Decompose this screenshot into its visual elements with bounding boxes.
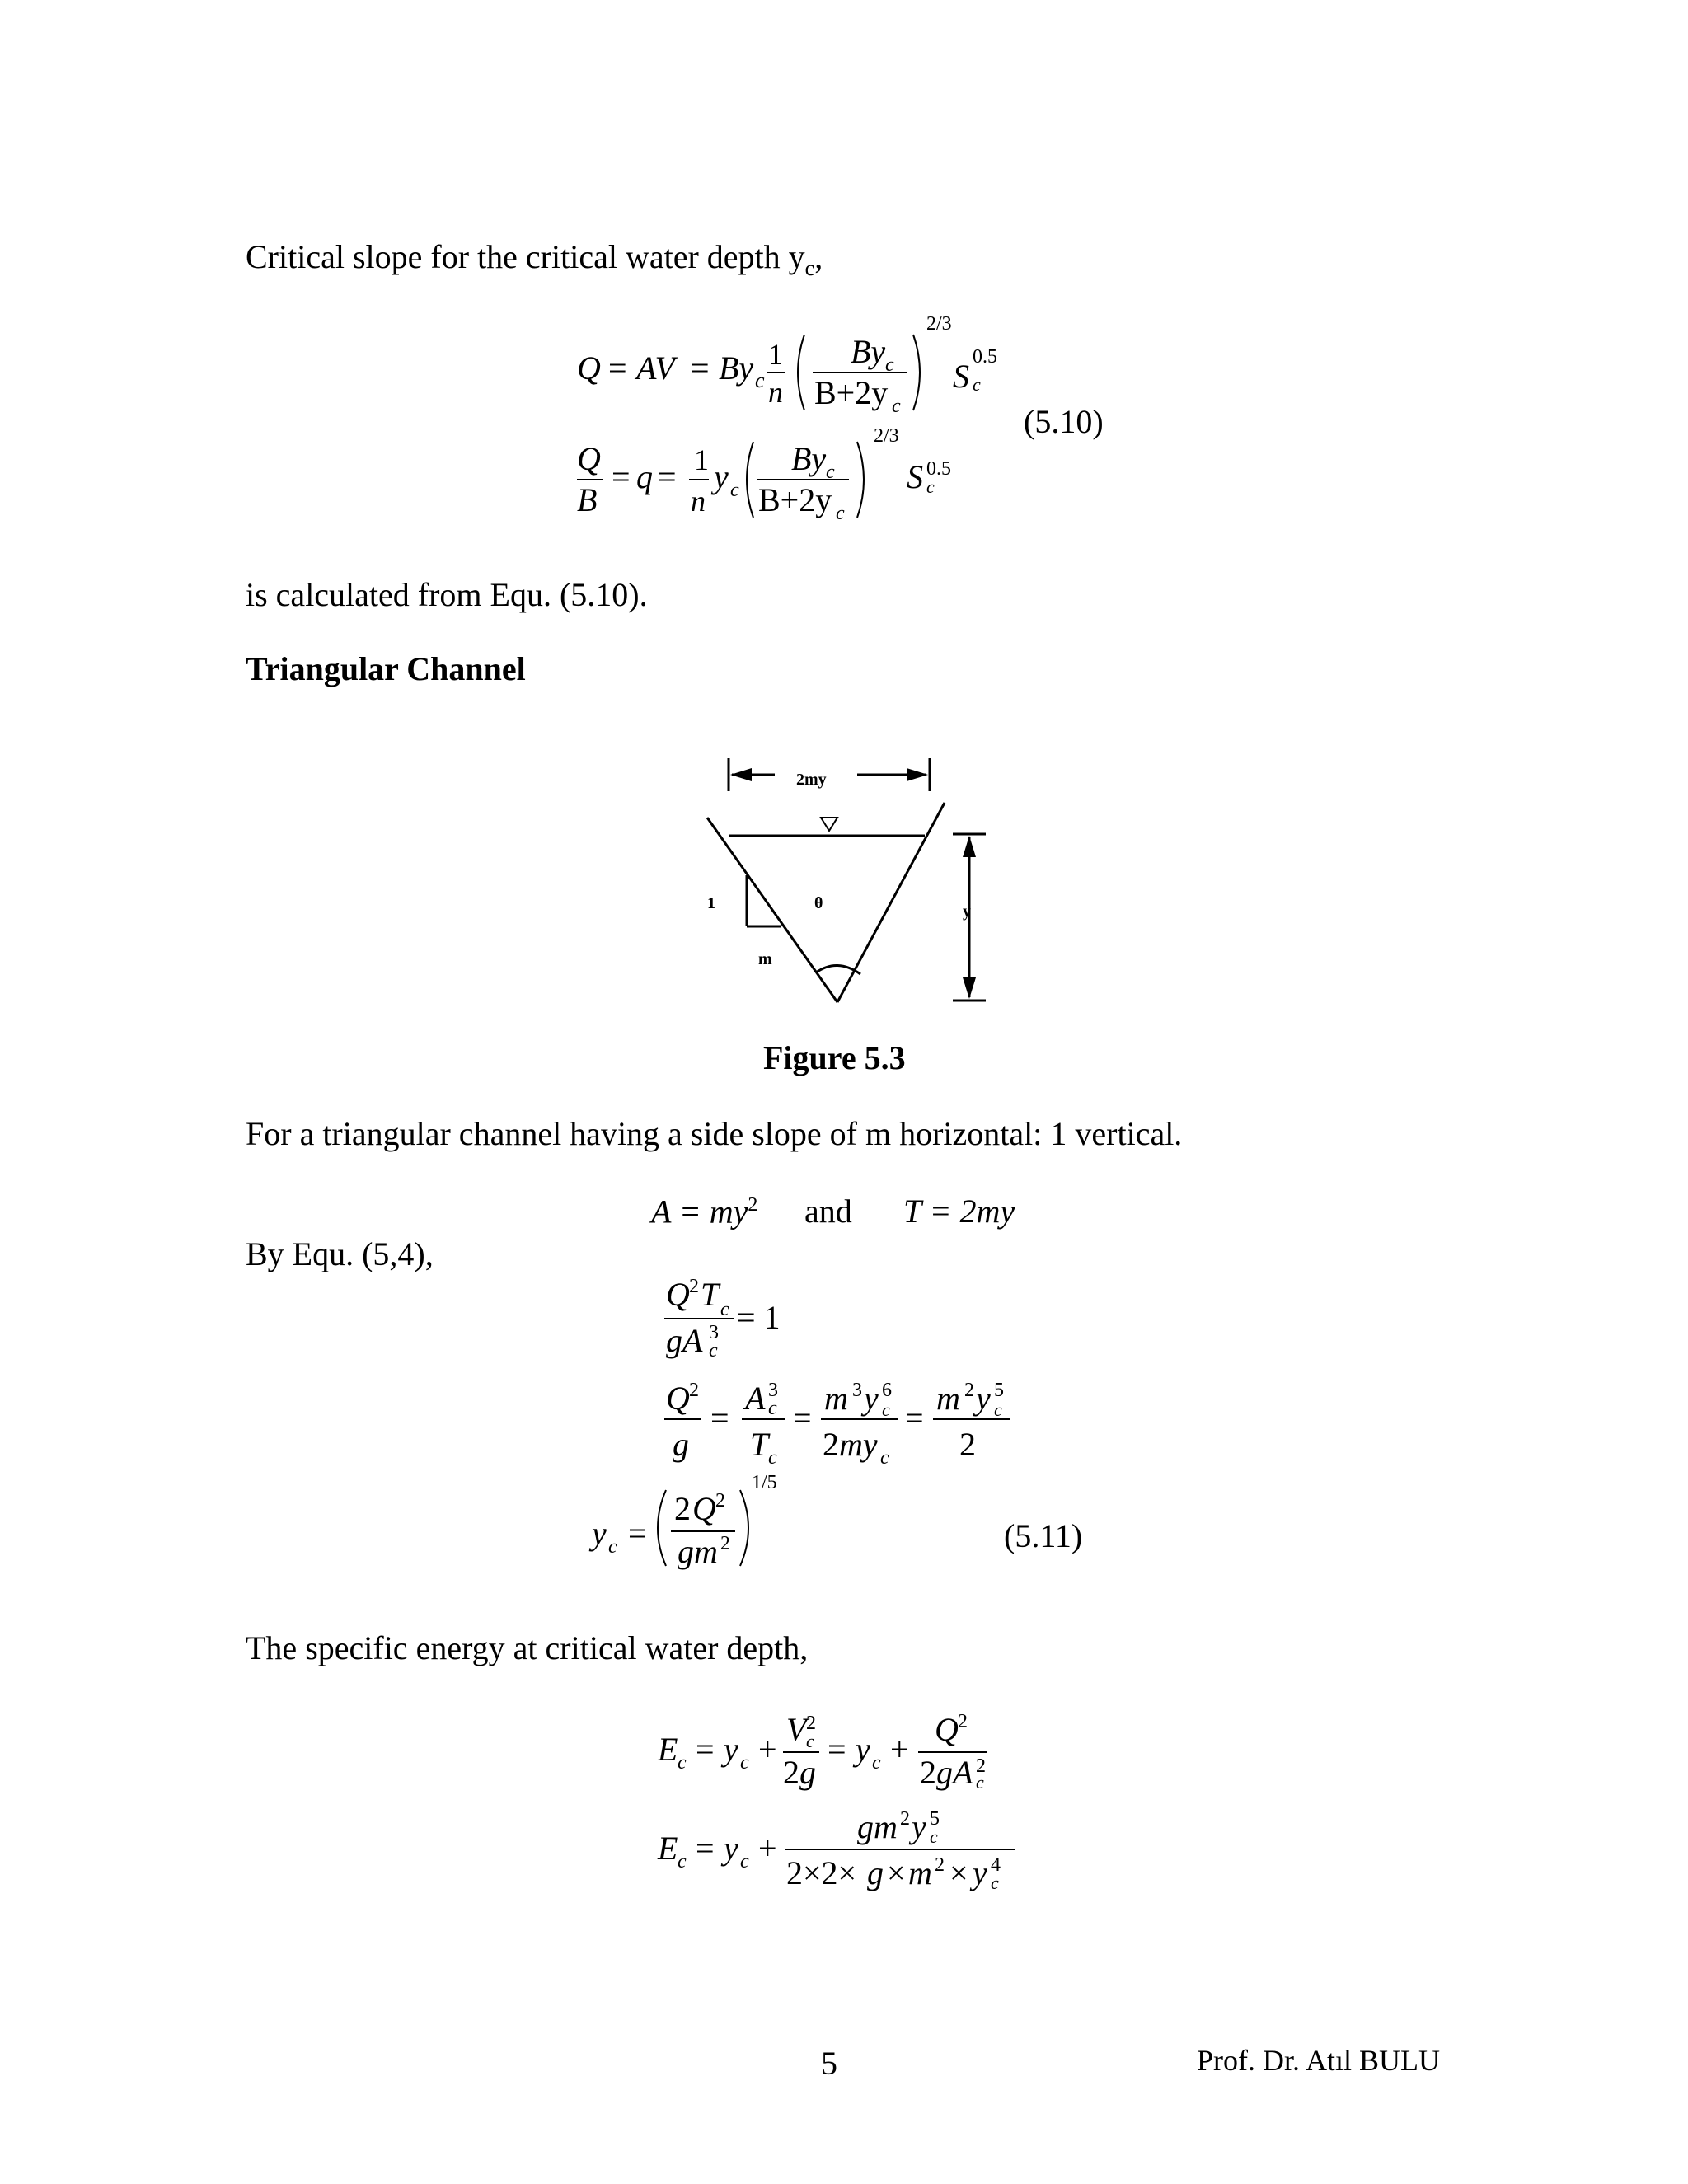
svg-text:V: V bbox=[786, 1711, 807, 1748]
figure-bottom-label: m bbox=[758, 950, 772, 968]
svg-text:2/3: 2/3 bbox=[926, 313, 952, 335]
svg-text:= 1: = 1 bbox=[737, 1299, 781, 1336]
svg-text:c: c bbox=[885, 354, 894, 376]
svg-text:gA: gA bbox=[666, 1322, 703, 1359]
svg-text:Q: Q bbox=[666, 1276, 690, 1313]
svg-text:=: = bbox=[905, 1399, 924, 1436]
svg-text:2: 2 bbox=[689, 1380, 699, 1401]
svg-text:B: B bbox=[577, 481, 598, 518]
svg-text:c: c bbox=[991, 1872, 999, 1893]
svg-text:n: n bbox=[768, 376, 783, 409]
area-eq-t: T = 2my bbox=[903, 1193, 1015, 1230]
svg-text:c: c bbox=[768, 1447, 777, 1469]
svg-text:2: 2 bbox=[720, 1533, 730, 1554]
svg-text:m: m bbox=[936, 1380, 960, 1417]
svg-text:c: c bbox=[926, 476, 935, 497]
svg-text:2: 2 bbox=[935, 1854, 945, 1876]
area-eq-a: A = my bbox=[651, 1193, 748, 1230]
svg-text:my: my bbox=[839, 1426, 878, 1463]
svg-text:T: T bbox=[701, 1276, 720, 1313]
intro-line: Critical slope for the critical water depth y bbox=[246, 238, 805, 275]
equation-5-11-label: (5.11) bbox=[1004, 1517, 1083, 1554]
svg-text:c: c bbox=[730, 480, 739, 501]
svg-text:1: 1 bbox=[768, 338, 783, 371]
svg-text:y: y bbox=[973, 1854, 987, 1891]
calc-line: is calculated from Equ. (5.10). bbox=[246, 576, 648, 613]
svg-text:y: y bbox=[912, 1808, 926, 1845]
svg-text:m: m bbox=[824, 1380, 848, 1417]
figure-right-label: y bbox=[963, 902, 971, 921]
svg-text:c: c bbox=[973, 374, 981, 395]
figure-left-label: 1 bbox=[707, 894, 715, 912]
svg-text:3: 3 bbox=[709, 1322, 719, 1343]
svg-text:=: = bbox=[696, 1830, 715, 1867]
svg-text:=: = bbox=[828, 1731, 846, 1768]
svg-text:By: By bbox=[791, 440, 827, 477]
svg-text:3: 3 bbox=[852, 1380, 862, 1401]
svg-text:c: c bbox=[976, 1772, 984, 1793]
svg-text:Q: Q bbox=[666, 1380, 690, 1417]
svg-text:1/5: 1/5 bbox=[752, 1472, 777, 1493]
svg-text:c: c bbox=[678, 1752, 687, 1774]
svg-text:By: By bbox=[719, 349, 754, 387]
svg-text:=: = bbox=[691, 349, 710, 387]
area-eq-and: and bbox=[804, 1193, 852, 1230]
svg-text:c: c bbox=[882, 1399, 890, 1420]
svg-text:5: 5 bbox=[930, 1808, 940, 1830]
svg-text:c: c bbox=[836, 503, 845, 524]
energy-equations bbox=[643, 1698, 1039, 1912]
svg-text:3: 3 bbox=[768, 1380, 778, 1401]
author: Prof. Dr. Atıl BULU bbox=[1197, 2044, 1441, 2077]
energy-line: The specific energy at critical water depth, bbox=[246, 1629, 809, 1666]
section-heading: Triangular Channel bbox=[246, 650, 526, 687]
svg-text:c: c bbox=[740, 1752, 749, 1774]
svg-text:q: q bbox=[636, 458, 653, 495]
svg-text:+: + bbox=[758, 1830, 777, 1867]
svg-text:0.5: 0.5 bbox=[973, 346, 997, 368]
figure-center-label: θ bbox=[814, 894, 823, 912]
svg-text:+: + bbox=[758, 1731, 777, 1768]
svg-text:2×2×: 2×2× bbox=[786, 1854, 857, 1891]
intro-text bbox=[246, 238, 823, 280]
svg-text:×: × bbox=[950, 1854, 968, 1891]
svg-text:=: = bbox=[696, 1731, 715, 1768]
svg-text:0.5: 0.5 bbox=[926, 458, 951, 480]
svg-text:+: + bbox=[890, 1731, 909, 1768]
svg-text:2: 2 bbox=[959, 1426, 976, 1463]
svg-text:gm: gm bbox=[857, 1808, 898, 1845]
svg-text:=: = bbox=[608, 349, 627, 387]
svg-text:2: 2 bbox=[958, 1711, 968, 1732]
svg-text:=: = bbox=[658, 458, 677, 495]
svg-text:g: g bbox=[867, 1854, 884, 1891]
svg-text:2: 2 bbox=[806, 1713, 816, 1734]
svg-text:S: S bbox=[907, 458, 923, 495]
svg-text:2: 2 bbox=[715, 1490, 725, 1511]
svg-text:c: c bbox=[872, 1752, 881, 1774]
intro-end: , bbox=[814, 238, 823, 275]
svg-text:2: 2 bbox=[689, 1276, 699, 1297]
svg-text:c: c bbox=[768, 1398, 777, 1419]
svg-text:n: n bbox=[691, 485, 706, 518]
svg-text:m: m bbox=[908, 1854, 932, 1891]
svg-text:g: g bbox=[673, 1426, 689, 1463]
svg-text:=: = bbox=[628, 1515, 647, 1552]
svg-text:c: c bbox=[709, 1340, 718, 1361]
svg-text:=: = bbox=[612, 458, 631, 495]
area-eq-a-exp: 2 bbox=[748, 1194, 758, 1216]
svg-text:c: c bbox=[755, 368, 765, 392]
svg-text:AV: AV bbox=[636, 349, 675, 387]
svg-text:y: y bbox=[724, 1830, 738, 1867]
intro-subscript: c bbox=[804, 256, 815, 280]
svg-text:Q: Q bbox=[577, 440, 601, 477]
figure-caption: Figure 5.3 bbox=[763, 1039, 906, 1076]
svg-text:y: y bbox=[714, 458, 729, 495]
equation-5-10 bbox=[560, 305, 1022, 544]
page-number: 5 bbox=[821, 2045, 837, 2082]
svg-text:T: T bbox=[750, 1426, 769, 1463]
svg-text:2: 2 bbox=[900, 1808, 910, 1830]
figure-top-label: 2my bbox=[796, 771, 827, 789]
svg-text:=: = bbox=[710, 1399, 729, 1436]
equation-5-10-label: (5.10) bbox=[1024, 403, 1104, 440]
svg-text:5: 5 bbox=[994, 1380, 1004, 1401]
svg-text:c: c bbox=[806, 1731, 814, 1751]
svg-text:6: 6 bbox=[882, 1380, 892, 1401]
svg-text:E: E bbox=[658, 1731, 678, 1768]
svg-text:S: S bbox=[953, 358, 969, 395]
svg-text:Q: Q bbox=[692, 1490, 716, 1527]
svg-text:gA: gA bbox=[936, 1754, 973, 1791]
svg-text:y: y bbox=[724, 1731, 738, 1768]
area-equation bbox=[651, 1195, 757, 1228]
svg-text:2: 2 bbox=[920, 1754, 936, 1791]
svg-text:1: 1 bbox=[694, 443, 709, 476]
svg-text:y: y bbox=[864, 1380, 879, 1417]
svg-text:B+2y: B+2y bbox=[758, 481, 832, 518]
svg-text:y: y bbox=[592, 1515, 607, 1552]
svg-text:c: c bbox=[880, 1447, 889, 1469]
by-equ-line: By Equ. (5,4), bbox=[246, 1235, 434, 1272]
svg-text:2: 2 bbox=[976, 1755, 986, 1777]
svg-text:y: y bbox=[856, 1731, 870, 1768]
svg-text:4: 4 bbox=[991, 1854, 1001, 1876]
svg-text:E: E bbox=[658, 1830, 678, 1867]
svg-text:c: c bbox=[826, 462, 835, 483]
svg-text:g: g bbox=[799, 1754, 816, 1791]
svg-text:2: 2 bbox=[674, 1490, 691, 1527]
svg-text:2/3: 2/3 bbox=[874, 425, 899, 447]
svg-text:y: y bbox=[976, 1380, 991, 1417]
svg-text:c: c bbox=[608, 1536, 617, 1558]
svg-text:=: = bbox=[793, 1399, 812, 1436]
svg-text:gm: gm bbox=[678, 1533, 718, 1570]
equation-5-11 bbox=[577, 1269, 1039, 1582]
svg-text:2: 2 bbox=[964, 1380, 974, 1401]
svg-text:Q: Q bbox=[577, 349, 601, 387]
svg-text:c: c bbox=[740, 1851, 749, 1872]
triangle-channel-figure bbox=[692, 742, 1022, 1022]
svg-text:c: c bbox=[678, 1851, 687, 1872]
svg-text:c: c bbox=[892, 396, 901, 417]
svg-text:2: 2 bbox=[823, 1426, 839, 1463]
svg-text:By: By bbox=[851, 333, 886, 370]
svg-text:2: 2 bbox=[783, 1754, 799, 1791]
svg-text:A: A bbox=[745, 1380, 766, 1417]
svg-text:c: c bbox=[720, 1299, 729, 1320]
slope-line: For a triangular channel having a side slope of m horizontal: 1 vertical. bbox=[246, 1115, 1183, 1152]
svg-text:c: c bbox=[994, 1399, 1002, 1420]
svg-text:c: c bbox=[930, 1826, 938, 1847]
svg-text:×: × bbox=[887, 1854, 906, 1891]
svg-text:Q: Q bbox=[935, 1711, 959, 1748]
svg-text:B+2y: B+2y bbox=[814, 374, 889, 411]
